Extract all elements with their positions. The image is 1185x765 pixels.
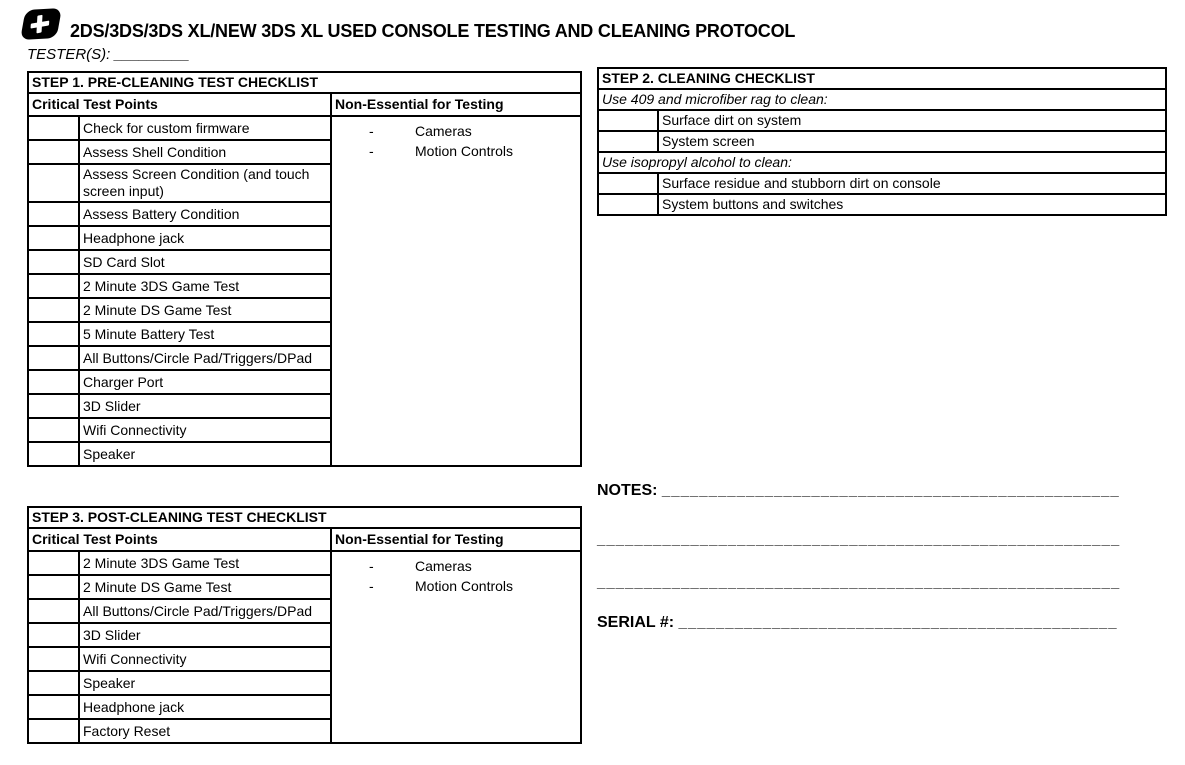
checkbox-cell[interactable]	[28, 226, 79, 250]
bullet-dash: -	[369, 123, 374, 139]
test-point-row	[28, 551, 581, 575]
checkbox-cell[interactable]	[28, 551, 79, 575]
checkbox-cell[interactable]	[28, 202, 79, 226]
column-header-critical: Critical Test Points	[28, 93, 331, 116]
bullet-label: Cameras	[415, 558, 472, 574]
checkbox-cell[interactable]	[598, 110, 658, 131]
bullet-label: Motion Controls	[415, 578, 514, 594]
test-point-label: 5 Minute Battery Test	[79, 322, 331, 346]
step2-cleaning-table	[597, 67, 1167, 216]
notes-row	[597, 482, 1120, 500]
non-essential-cell	[331, 551, 581, 743]
serial-row	[597, 614, 1118, 632]
cleaning-item-row	[598, 194, 1166, 215]
brand-plus-icon	[20, 8, 62, 40]
test-point-label: SD Card Slot	[79, 250, 331, 274]
column-header-non-essential: Non-Essential for Testing	[331, 528, 581, 551]
checkbox-cell[interactable]	[28, 442, 79, 466]
instruction-row	[598, 152, 1166, 173]
table-title: STEP 3. POST-CLEANING TEST CHECKLIST	[28, 507, 581, 528]
checkbox-cell[interactable]	[28, 274, 79, 298]
table-title-row	[28, 507, 581, 528]
notes-blank-line-2[interactable]: ________________________________________________________	[597, 531, 1121, 548]
checkbox-cell[interactable]	[28, 298, 79, 322]
serial-label: SERIAL #:	[597, 614, 675, 631]
bullet-item	[335, 576, 577, 596]
table-title-row	[28, 72, 581, 93]
test-point-label: Factory Reset	[79, 719, 331, 743]
checkbox-cell[interactable]	[28, 418, 79, 442]
test-point-label: All Buttons/Circle Pad/Triggers/DPad	[79, 346, 331, 370]
bullet-label: Motion Controls	[415, 143, 514, 159]
tester-blank-line[interactable]: _________	[114, 46, 190, 63]
page-title: 2DS/3DS/3DS XL/NEW 3DS XL USED CONSOLE TESTING AND CLEANING PROTOCOL	[70, 21, 796, 41]
cleaning-item-label: Surface residue and stubborn dirt on console	[658, 173, 1166, 194]
checkbox-cell[interactable]	[598, 194, 658, 215]
test-point-label: 2 Minute DS Game Test	[79, 298, 331, 322]
checkbox-cell[interactable]	[28, 719, 79, 743]
test-point-label: 2 Minute DS Game Test	[79, 575, 331, 599]
bullet-item	[335, 121, 577, 141]
test-point-label: 3D Slider	[79, 623, 331, 647]
checkbox-cell[interactable]	[28, 322, 79, 346]
test-point-label: Charger Port	[79, 370, 331, 394]
test-point-label: 3D Slider	[79, 394, 331, 418]
cleaning-item-label: Surface dirt on system	[658, 110, 1166, 131]
serial-blank-line[interactable]: _______________________________________________	[678, 614, 1118, 631]
column-header-row	[28, 528, 581, 551]
checkbox-cell[interactable]	[28, 394, 79, 418]
checkbox-cell[interactable]	[28, 671, 79, 695]
checkbox-cell[interactable]	[28, 575, 79, 599]
test-point-label: Check for custom firmware	[79, 116, 331, 140]
cleaning-item-label: System screen	[658, 131, 1166, 152]
table-title: STEP 1. PRE-CLEANING TEST CHECKLIST	[28, 72, 581, 93]
checkbox-cell[interactable]	[598, 173, 658, 194]
checkbox-cell[interactable]	[28, 599, 79, 623]
test-point-label: Assess Shell Condition	[79, 140, 331, 164]
tester-label: TESTER(S):	[27, 46, 111, 63]
column-header-non-essential: Non-Essential for Testing	[331, 93, 581, 116]
checkbox-cell[interactable]	[28, 695, 79, 719]
plus-icon-bar	[36, 15, 42, 34]
test-point-label: Assess Screen Condition (and touch screen input)	[79, 164, 331, 202]
checkbox-cell[interactable]	[28, 250, 79, 274]
cleaning-instruction: Use 409 and microfiber rag to clean:	[598, 89, 1166, 110]
notes-row	[597, 531, 1120, 549]
test-point-label: Assess Battery Condition	[79, 202, 331, 226]
table-title: STEP 2. CLEANING CHECKLIST	[598, 68, 1166, 89]
bullet-label: Cameras	[415, 123, 472, 139]
step1-pre-cleaning-table	[27, 71, 582, 467]
test-point-row	[28, 116, 581, 140]
checkbox-cell[interactable]	[28, 164, 79, 202]
tester-field	[27, 46, 190, 63]
bullet-dash: -	[369, 143, 374, 159]
bullet-dash: -	[369, 578, 374, 594]
test-point-label: Speaker	[79, 442, 331, 466]
notes-blank-line-3[interactable]: ________________________________________________________	[597, 574, 1121, 591]
notes-label: NOTES:	[597, 482, 658, 499]
bullet-dash: -	[369, 558, 374, 574]
test-point-label: Headphone jack	[79, 226, 331, 250]
test-point-label: Wifi Connectivity	[79, 418, 331, 442]
test-point-label: All Buttons/Circle Pad/Triggers/DPad	[79, 599, 331, 623]
notes-blank-line-1[interactable]: _________________________________________________	[661, 482, 1120, 499]
cleaning-instruction: Use isopropyl alcohol to clean:	[598, 152, 1166, 173]
test-point-label: Headphone jack	[79, 695, 331, 719]
checkbox-cell[interactable]	[28, 623, 79, 647]
cleaning-item-row	[598, 110, 1166, 131]
test-point-label: Speaker	[79, 671, 331, 695]
column-header-critical: Critical Test Points	[28, 528, 331, 551]
bullet-item	[335, 556, 577, 576]
checkbox-cell[interactable]	[28, 370, 79, 394]
cleaning-item-row	[598, 173, 1166, 194]
checkbox-cell[interactable]	[28, 116, 79, 140]
checkbox-cell[interactable]	[28, 346, 79, 370]
cleaning-item-row	[598, 131, 1166, 152]
cleaning-item-label: System buttons and switches	[658, 194, 1166, 215]
checkbox-cell[interactable]	[598, 131, 658, 152]
test-point-label: 2 Minute 3DS Game Test	[79, 274, 331, 298]
checkbox-cell[interactable]	[28, 140, 79, 164]
non-essential-cell	[331, 116, 581, 466]
test-point-label: 2 Minute 3DS Game Test	[79, 551, 331, 575]
column-header-row	[28, 93, 581, 116]
step3-post-cleaning-table	[27, 506, 582, 744]
notes-row	[597, 574, 1120, 592]
instruction-row	[598, 89, 1166, 110]
table-title-row	[598, 68, 1166, 89]
bullet-item	[335, 141, 577, 161]
checkbox-cell[interactable]	[28, 647, 79, 671]
notes-section	[597, 482, 1142, 652]
test-point-label: Wifi Connectivity	[79, 647, 331, 671]
